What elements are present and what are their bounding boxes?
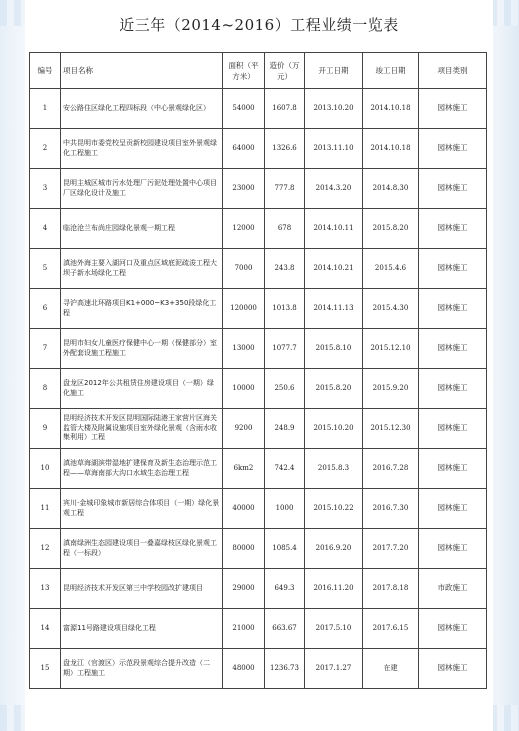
cell-project-name: 昆明主城区城市污水处理厂污泥处理处置中心项目厂区绿化设计及施工 [61, 169, 223, 209]
cell-end-date: 2014.8.30 [363, 169, 419, 209]
cell-start-date: 2015.10.22 [305, 489, 363, 529]
header-number: 编号 [30, 53, 61, 89]
cell-end-date: 2017.8.18 [363, 569, 419, 609]
cell-category: 园林施工 [419, 649, 487, 689]
cell-category: 园林施工 [419, 449, 487, 489]
cell-start-date: 2015.10.20 [305, 409, 363, 449]
header-end-date: 竣工日期 [363, 53, 419, 89]
cell-cost: 248.9 [265, 409, 305, 449]
cell-category: 园林施工 [419, 329, 487, 369]
cell-number: 12 [30, 529, 61, 569]
cell-area: 29000 [223, 569, 265, 609]
table-row [30, 569, 487, 609]
cell-category: 园林施工 [419, 489, 487, 529]
cell-start-date: 2014.3.20 [305, 169, 363, 209]
cell-area: 64000 [223, 129, 265, 169]
header-project-name: 项目名称 [61, 53, 223, 89]
cell-end-date: 2017.7.20 [363, 529, 419, 569]
cell-project-name: 滇池外海主要入湖河口及重点区域底泥疏浚工程大坝子新水场绿化工程 [61, 249, 223, 289]
cell-cost: 1085.4 [265, 529, 305, 569]
cell-project-name: 昆明经济技术开发区第三中学校园改扩建项目 [61, 569, 223, 609]
table-row [30, 369, 487, 409]
table-row [30, 449, 487, 489]
cell-category: 园林施工 [419, 89, 487, 129]
cell-cost: 663.67 [265, 609, 305, 649]
table-row [30, 649, 487, 689]
table-row [30, 169, 487, 209]
cell-category: 园林施工 [419, 249, 487, 289]
cell-cost: 243.8 [265, 249, 305, 289]
cell-number: 14 [30, 609, 61, 649]
cell-start-date: 2013.11.10 [305, 129, 363, 169]
project-table [29, 52, 487, 689]
cell-area: 80000 [223, 529, 265, 569]
cell-area: 21000 [223, 609, 265, 649]
cell-end-date: 2015.12.10 [363, 329, 419, 369]
header-area: 面积（平方米） [223, 53, 265, 89]
cell-cost: 678 [265, 209, 305, 249]
table-row [30, 609, 487, 649]
cell-cost: 1000 [265, 489, 305, 529]
table-row [30, 529, 487, 569]
document-page [25, 0, 493, 731]
table-header-row [30, 53, 487, 89]
header-cost: 造价（万元） [265, 53, 305, 89]
table-row [30, 129, 487, 169]
cell-category: 园林施工 [419, 209, 487, 249]
cell-end-date: 2015.4.30 [363, 289, 419, 329]
cell-area: 40000 [223, 489, 265, 529]
cell-end-date: 2015.4.6 [363, 249, 419, 289]
cell-start-date: 2016.9.20 [305, 529, 363, 569]
cell-area: 13000 [223, 329, 265, 369]
cell-area: 9200 [223, 409, 265, 449]
cell-number: 9 [30, 409, 61, 449]
cell-end-date: 2016.7.28 [363, 449, 419, 489]
cell-end-date: 2017.6.15 [363, 609, 419, 649]
cell-cost: 742.4 [265, 449, 305, 489]
table-row [30, 489, 487, 529]
cell-number: 2 [30, 129, 61, 169]
document-title: 近三年（2014~2016）工程业绩一览表 [119, 16, 399, 34]
table-row [30, 289, 487, 329]
cell-area: 6km2 [223, 449, 265, 489]
cell-project-name: 中共昆明市委党校呈贡新校园建设项目室外景观绿化工程施工 [61, 129, 223, 169]
cell-end-date: 2015.12.30 [363, 409, 419, 449]
cell-number: 7 [30, 329, 61, 369]
table-row [30, 249, 487, 289]
cell-cost: 1326.6 [265, 129, 305, 169]
cell-category: 园林施工 [419, 289, 487, 329]
cell-project-name: 盘龙区2012年公共租赁住房建设项目（一期）绿化施工 [61, 369, 223, 409]
cell-cost: 1607.8 [265, 89, 305, 129]
cell-category: 园林施工 [419, 409, 487, 449]
cell-category: 园林施工 [419, 369, 487, 409]
cell-category: 市政施工 [419, 569, 487, 609]
cell-area: 120000 [223, 289, 265, 329]
table-row [30, 409, 487, 449]
table-row [30, 89, 487, 129]
cell-number: 10 [30, 449, 61, 489]
cell-project-name: 滇池草海湖滨带湿地扩建保育及新生态治理示范工程——草海南部大沟口水域生态治理工程 [61, 449, 223, 489]
cell-start-date: 2017.1.27 [305, 649, 363, 689]
cell-project-name: 昆明经济技术开发区昆明国际陆港王家营片区海关监管大楼及附属设施项目室外绿化景观（含雨水收集利用）工程 [61, 409, 223, 449]
cell-project-name: 宾川·金城印象城市新居综合体项目（一期）绿化景观工程 [61, 489, 223, 529]
cell-project-name: 昆明市妇女儿童医疗保健中心一期（保健部分）室外配套设施工程施工 [61, 329, 223, 369]
cell-start-date: 2015.8.10 [305, 329, 363, 369]
cell-project-name: 滇南绿洲生态园建设项目一叠嘉绿枝区绿化景观工程（一标段） [61, 529, 223, 569]
cell-project-name: 临沧沧兰布尚庄园绿化景观一期工程 [61, 209, 223, 249]
cell-start-date: 2013.10.20 [305, 89, 363, 129]
cell-start-date: 2014.10.11 [305, 209, 363, 249]
cell-area: 48000 [223, 649, 265, 689]
cell-number: 15 [30, 649, 61, 689]
cell-start-date: 2015.8.3 [305, 449, 363, 489]
table-row [30, 329, 487, 369]
cell-start-date: 2014.11.13 [305, 289, 363, 329]
cell-area: 12000 [223, 209, 265, 249]
cell-end-date: 2014.10.18 [363, 89, 419, 129]
cell-end-date: 2015.9.20 [363, 369, 419, 409]
cell-end-date: 2016.7.30 [363, 489, 419, 529]
cell-cost: 1236.73 [265, 649, 305, 689]
cell-number: 11 [30, 489, 61, 529]
cell-number: 5 [30, 249, 61, 289]
cell-end-date: 2014.10.18 [363, 129, 419, 169]
cell-number: 3 [30, 169, 61, 209]
cell-project-name: 安公路住区绿化工程四标段（中心景观绿化区） [61, 89, 223, 129]
cell-area: 23000 [223, 169, 265, 209]
cell-cost: 649.3 [265, 569, 305, 609]
cell-end-date: 2015.8.20 [363, 209, 419, 249]
table-row [30, 209, 487, 249]
cell-number: 1 [30, 89, 61, 129]
cell-category: 园林施工 [419, 129, 487, 169]
cell-project-name: 富源11号路建设项目绿化工程 [61, 609, 223, 649]
cell-number: 6 [30, 289, 61, 329]
cell-project-name: 盘龙江（官渡区）示范段景观综合提升改造（二期）工程施工 [61, 649, 223, 689]
cell-project-name: 寻沪高速北环路项目K1+000~K3+350段绿化工程 [61, 289, 223, 329]
cell-cost: 1013.8 [265, 289, 305, 329]
cell-area: 7000 [223, 249, 265, 289]
cell-start-date: 2017.5.10 [305, 609, 363, 649]
cell-end-date: 在建 [363, 649, 419, 689]
cell-start-date: 2015.8.20 [305, 369, 363, 409]
cell-start-date: 2016.11.20 [305, 569, 363, 609]
cell-area: 10000 [223, 369, 265, 409]
cell-cost: 250.6 [265, 369, 305, 409]
cell-category: 园林施工 [419, 529, 487, 569]
cell-number: 4 [30, 209, 61, 249]
cell-start-date: 2014.10.21 [305, 249, 363, 289]
header-start-date: 开工日期 [305, 53, 363, 89]
cell-cost: 777.8 [265, 169, 305, 209]
cell-category: 园林施工 [419, 609, 487, 649]
cell-area: 54000 [223, 89, 265, 129]
cell-cost: 1077.7 [265, 329, 305, 369]
cell-category: 园林施工 [419, 169, 487, 209]
header-category: 项目类别 [419, 53, 487, 89]
cell-number: 8 [30, 369, 61, 409]
cell-number: 13 [30, 569, 61, 609]
